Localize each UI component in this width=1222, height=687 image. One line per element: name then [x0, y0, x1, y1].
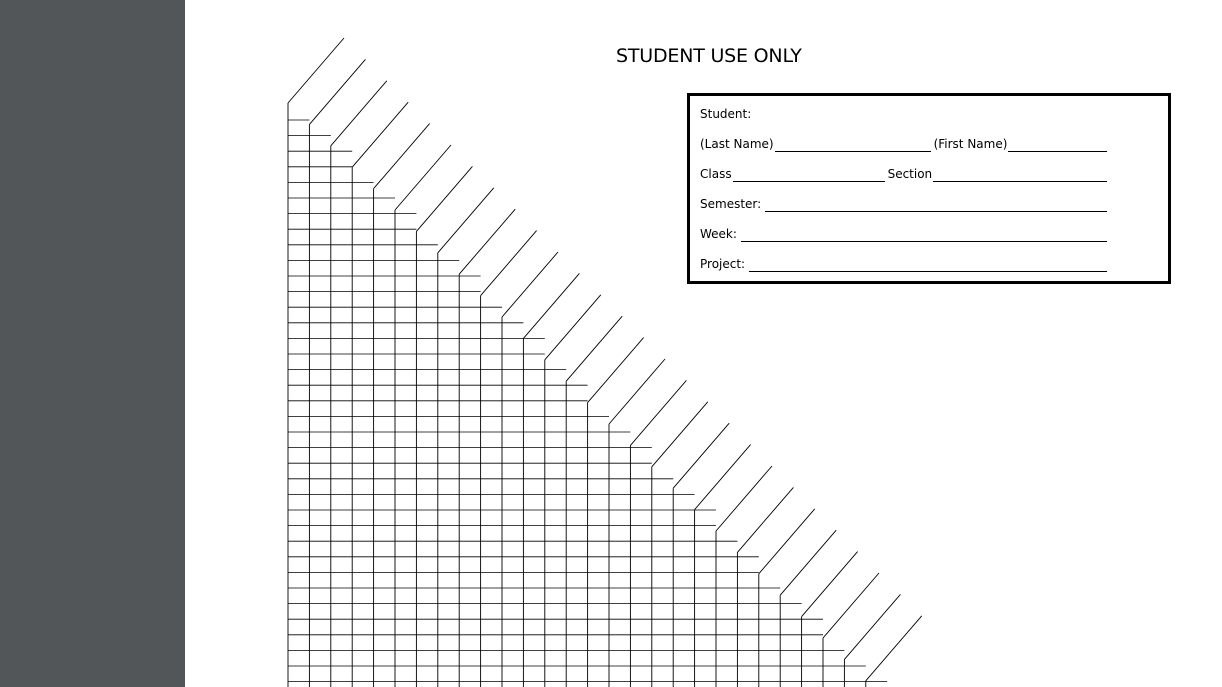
section-label: Section — [887, 167, 933, 181]
first-name-field[interactable] — [1008, 139, 1107, 152]
page-title: STUDENT USE ONLY — [616, 45, 802, 67]
grid-line — [673, 423, 729, 488]
grid-line — [288, 38, 344, 103]
grid-line — [780, 530, 836, 595]
grid-line — [759, 509, 815, 574]
grid-line — [545, 295, 601, 360]
week-row — [700, 224, 1110, 242]
grid-line — [652, 402, 708, 467]
grid-line — [309, 59, 365, 124]
grid-line — [352, 102, 408, 167]
class-row — [700, 164, 1110, 182]
grid-line — [802, 552, 858, 617]
week-label: Week: — [700, 227, 737, 241]
grid-line — [866, 616, 922, 681]
last-name-field[interactable] — [775, 139, 931, 152]
grid-line — [374, 124, 430, 189]
grid-line — [416, 166, 472, 231]
name-row — [700, 134, 1110, 152]
grid-line — [459, 209, 515, 274]
grid-line — [331, 81, 387, 146]
student-row — [700, 104, 1110, 122]
grid-line — [695, 445, 751, 510]
class-label: Class — [700, 167, 732, 181]
week-field[interactable] — [741, 229, 1107, 242]
grid-line — [609, 359, 665, 424]
viewer-background — [0, 0, 185, 687]
grid-line — [844, 594, 900, 659]
grid-line — [823, 573, 879, 638]
student-info-box — [687, 93, 1171, 284]
grid-line — [737, 487, 793, 552]
project-field[interactable] — [749, 259, 1107, 272]
section-field[interactable] — [933, 169, 1107, 182]
project-row — [700, 254, 1110, 272]
grid-line — [438, 188, 494, 253]
class-field[interactable] — [733, 169, 885, 182]
grid-line — [588, 338, 644, 403]
grid-line — [566, 316, 622, 381]
grid-line — [395, 145, 451, 210]
semester-field[interactable] — [765, 199, 1107, 212]
grid-line — [716, 466, 772, 531]
grid-line — [523, 273, 579, 338]
project-label: Project: — [700, 257, 746, 271]
grid-line — [502, 252, 558, 317]
semester-label: Semester: — [700, 197, 762, 211]
last-name-label: (Last Name) — [700, 137, 774, 151]
student-label: Student: — [700, 107, 752, 121]
grid-line — [630, 380, 686, 445]
grid-line — [481, 231, 537, 296]
document-page — [185, 0, 1222, 687]
semester-row — [700, 194, 1110, 212]
first-name-label: (First Name) — [933, 137, 1008, 151]
